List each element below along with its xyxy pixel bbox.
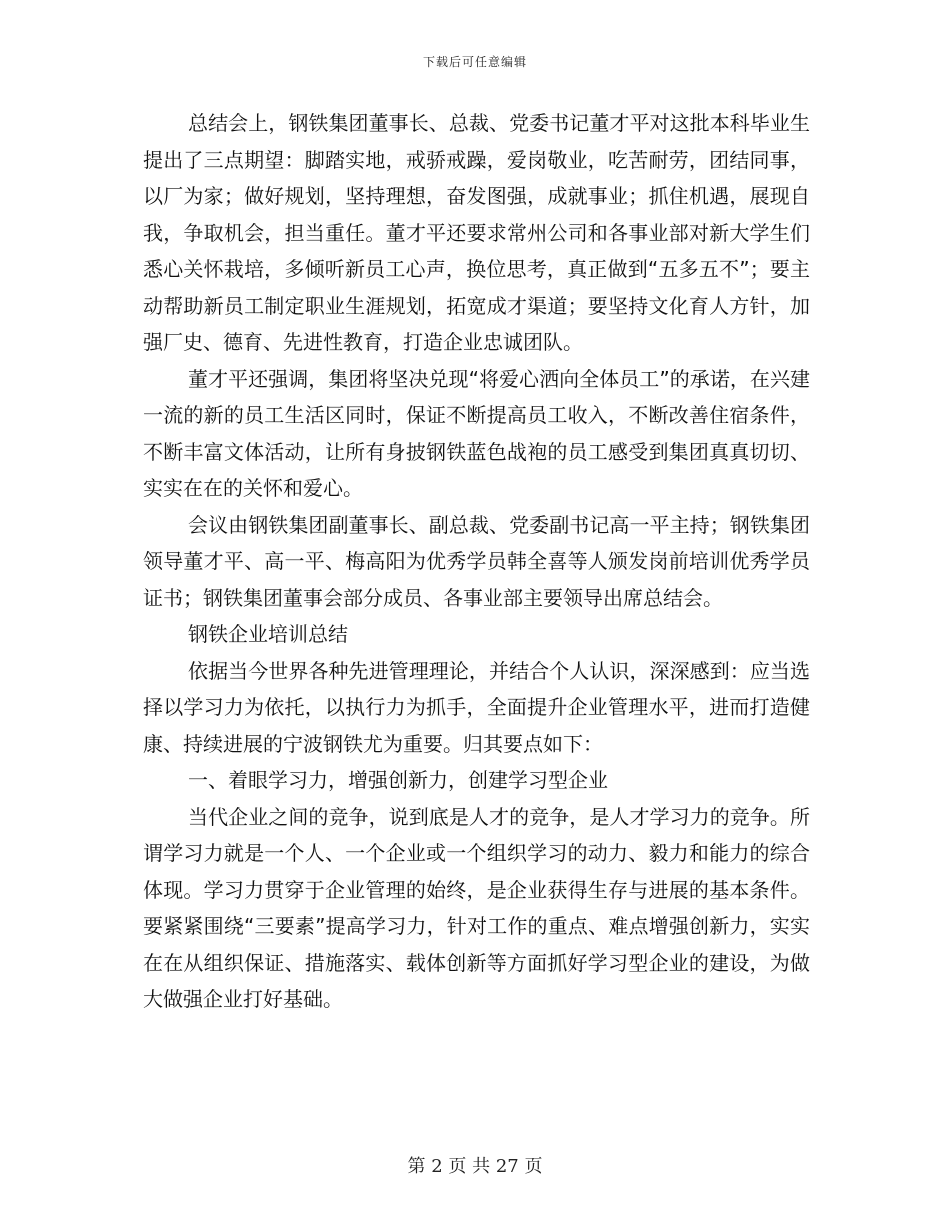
page-header-note: 下载后可任意编辑 bbox=[422, 55, 527, 69]
paragraph-summary-meeting: 总结会上，钢铁集团董事长、总裁、党委书记董才平对这批本科毕业生提出了三点期望：脚踏实地，戒骄戒躁，爱岗敬业，吃苦耐劳，团结同事，以厂为家；做好规划，坚持理想，奋发图强，成就事业；抓住机遇，展现自我，争取机会，担当重任。董才平还要求常州公司和各事业部对新大学生们悉心关怀栽培，多倾听新员工心声，换位思考，真正做到“五多五不”；要主动帮助新员工制定职业生涯规划，拓宽成才渠道；要坚持文化育人方针，加强厂史、德育、先进性教育，打造企业忠诚团队。 bbox=[143, 111, 810, 354]
page-number: 第 2 页 共 27 页 bbox=[407, 1156, 543, 1177]
paragraph-intro: 依据当今世界各种先进管理理论，并结合个人认识，深深感到：应当选择以学习力为依托，以执行力为抓手，全面提升企业管理水平，进而打造健康、持续进展的宁波钢铁尤为重要。归其要点如下： bbox=[143, 658, 810, 756]
paragraph-group-commitment: 董才平还强调，集团将坚决兑现“将爱心洒向全体员工”的承诺，在兴建一流的新的员工生活区同时，保证不断提高员工收入，不断改善住宿条件，不断丰富文体活动，让所有身披钢铁蓝色战袍的员工感受到集团真真切切、实实在在的关怀和爱心。 bbox=[143, 366, 810, 500]
section-title: 钢铁企业培训总结 bbox=[188, 622, 348, 646]
paragraph-meeting-host: 会议由钢铁集团副董事长、副总裁、党委副书记高一平主持；钢铁集团领导董才平、高一平、梅高阳为优秀学员韩全喜等人颁发岗前培训优秀学员证书；钢铁集团董事会部分成员、各事业部主要领导出席总结会。 bbox=[143, 512, 810, 610]
document-body bbox=[143, 105, 810, 1018]
section-heading-learning: 一、着眼学习力，增强创新力，创建学习型企业 bbox=[188, 768, 608, 792]
paragraph-learning-power: 当代企业之间的竞争，说到底是人才的竞争，是人才学习力的竞争。所谓学习力就是一个人、一个企业或一个组织学习的动力、毅力和能力的综合体现。学习力贯穿于企业管理的始终，是企业获得生存与进展的基本条件。要紧紧围绕“三要素”提高学习力，针对工作的重点、难点增强创新力，实实在在从组织保证、措施落实、载体创新等方面抓好学习型企业的建设，为做大做强企业打好基础。 bbox=[143, 804, 810, 1011]
